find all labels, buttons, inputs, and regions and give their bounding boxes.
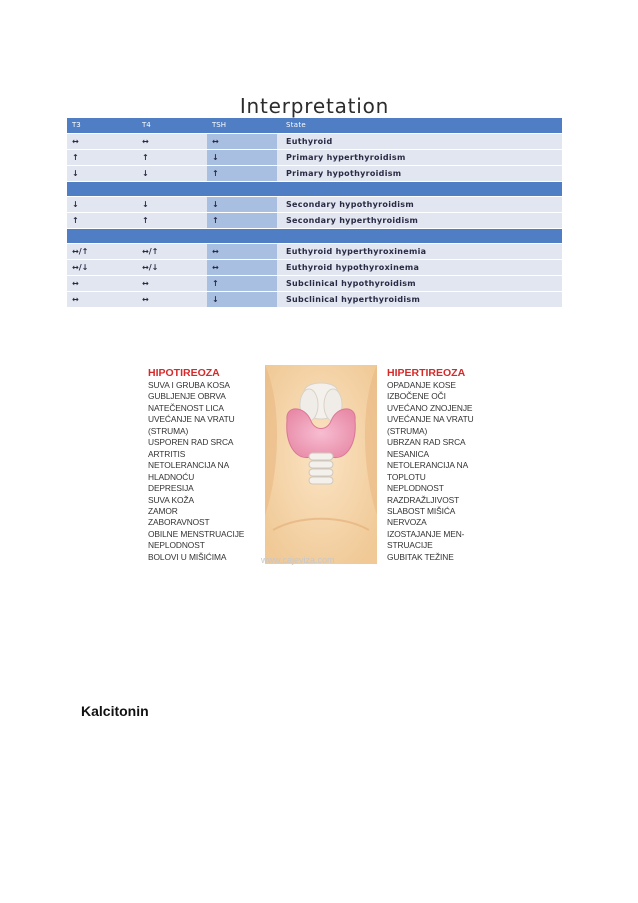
header-t3: T3: [72, 121, 81, 129]
table-row: [67, 213, 562, 229]
symptom-item: SLABOST MIŠIĆA: [387, 505, 456, 516]
symptom-item: ZABORAVNOST: [148, 517, 210, 528]
symptom-item: UVEĆANJE NA VRATU: [387, 414, 474, 425]
hipotireoza-column: [148, 366, 244, 563]
symptom-item: GUBLJENJE OBRVA: [148, 391, 226, 402]
symptom-item: NEPLODNOST: [387, 483, 444, 494]
symptom-item: DEPRESIJA: [148, 483, 194, 494]
state-cell: Primary hyperthyroidism: [286, 153, 406, 162]
tsh-cell: ↔: [207, 244, 277, 259]
t3-cell: ↑: [72, 216, 79, 225]
neck-thyroid-illustration: [265, 365, 377, 564]
symptom-item: NATEČENOST LICA: [148, 402, 224, 413]
symptom-item: GUBITAK TEŽINE: [387, 551, 454, 562]
t3-cell: ↔: [72, 295, 79, 304]
tsh-cell: ↓: [207, 292, 277, 307]
symptom-item: SUVA I GRUBA KOSA: [148, 380, 230, 390]
table-row: [67, 166, 562, 182]
interpretation-table: [67, 118, 562, 308]
t3-cell: ↔/↓: [72, 263, 89, 272]
tsh-cell: ↓: [207, 150, 277, 165]
symptom-item: NERVOZA: [387, 517, 427, 528]
t4-cell: ↔/↑: [142, 247, 159, 256]
symptom-item: SUVA KOŽA: [148, 494, 194, 505]
trachea-ring: [309, 477, 333, 484]
table-section-divider: [67, 229, 562, 244]
thyroid-infographic-image: [148, 362, 478, 572]
t4-cell: ↔/↓: [142, 263, 159, 272]
tsh-cell: ↔: [207, 134, 277, 149]
table-row: [67, 260, 562, 276]
table-section-divider: [67, 182, 562, 197]
symptom-item: RAZDRAŽLJIVOST: [387, 494, 460, 505]
t4-cell: ↑: [142, 153, 149, 162]
symptom-item: UVEĆANJE NA VRATU: [148, 414, 235, 425]
state-cell: Secondary hypothyroidism: [286, 200, 415, 209]
symptom-item: USPOREN RAD SRCA: [148, 437, 234, 448]
trachea-ring: [309, 453, 333, 460]
state-cell: Primary hypothyroidism: [286, 169, 402, 178]
symptom-item: HLADNOĆU: [148, 471, 195, 482]
state-cell: Subclinical hyperthyroidism: [286, 295, 421, 304]
symptom-item: (STRUMA): [387, 425, 428, 436]
symptom-item: OPADANJE KOSE: [387, 380, 456, 390]
symptom-item: NESANICA: [387, 448, 430, 459]
symptom-item: STRUACIJE: [387, 540, 433, 551]
tsh-cell: ↑: [207, 213, 277, 228]
t3-cell: ↔: [72, 279, 79, 288]
table-row: [67, 150, 562, 166]
symptom-item: NETOLERANCIJA NA: [148, 460, 230, 471]
tsh-cell: ↑: [207, 166, 277, 181]
state-cell: Euthyroid hyperthyroxinemia: [286, 247, 427, 256]
symptom-item: OBILNE MENSTRUACIJE: [148, 528, 245, 539]
interpretation-title: Interpretation: [239, 94, 390, 118]
header-tsh: TSH: [212, 121, 226, 129]
symptom-item: ARTRITIS: [148, 448, 186, 459]
hipertireoza-column: [387, 366, 474, 563]
t3-cell: ↓: [72, 200, 79, 209]
tsh-cell: ↑: [207, 276, 277, 291]
table-row: [67, 134, 562, 150]
t4-cell: ↓: [142, 200, 149, 209]
table-row: [67, 292, 562, 308]
state-cell: Subclinical hypothyroidism: [286, 279, 416, 288]
state-cell: Euthyroid: [286, 137, 333, 146]
tsh-cell: ↓: [207, 197, 277, 212]
symptom-item: BOLOVI U MIŠIĆIMA: [148, 551, 227, 562]
interpretation-table-image: [67, 92, 562, 303]
symptom-item: (STRUMA): [148, 425, 189, 436]
t4-cell: ↓: [142, 169, 149, 178]
t3-cell: ↑: [72, 153, 79, 162]
t3-cell: ↔/↑: [72, 247, 89, 256]
symptom-item: TOPLOTU: [387, 471, 426, 482]
t3-cell: ↔: [72, 137, 79, 146]
symptom-item: IZBOČENE OČI: [387, 391, 446, 402]
header-state: State: [286, 121, 307, 129]
trachea-ring: [309, 461, 333, 468]
t4-cell: ↔: [142, 279, 149, 288]
hipotireoza-heading: HIPOTIREOZA: [148, 367, 220, 379]
symptom-item: NETOLERANCIJA NA: [387, 460, 469, 471]
hipertireoza-heading: HIPERTIREOZA: [387, 367, 466, 379]
symptom-item: UBRZAN RAD SRCA: [387, 437, 466, 448]
state-cell: Euthyroid hypothyroxinema: [286, 263, 420, 272]
symptom-item: NEPLODNOST: [148, 540, 205, 551]
t3-cell: ↓: [72, 169, 79, 178]
table-row: [67, 276, 562, 292]
website-watermark: www.cajeviza.com: [261, 555, 335, 565]
trachea-ring: [309, 469, 333, 476]
symptom-item: IZOSTAJANJE MEN-: [387, 528, 465, 539]
section-heading-kalcitonin: Kalcitonin: [81, 703, 149, 719]
t4-cell: ↔: [142, 137, 149, 146]
symptom-item: UVEĆANO ZNOJENJE: [387, 402, 473, 413]
table-row: [67, 244, 562, 260]
header-t4: T4: [142, 121, 151, 129]
table-row: [67, 197, 562, 213]
state-cell: Secondary hyperthyroidism: [286, 216, 419, 225]
t4-cell: ↔: [142, 295, 149, 304]
t4-cell: ↑: [142, 216, 149, 225]
tsh-cell: ↔: [207, 260, 277, 275]
table-header-row: [67, 118, 562, 134]
symptom-item: ZAMOR: [148, 505, 178, 516]
